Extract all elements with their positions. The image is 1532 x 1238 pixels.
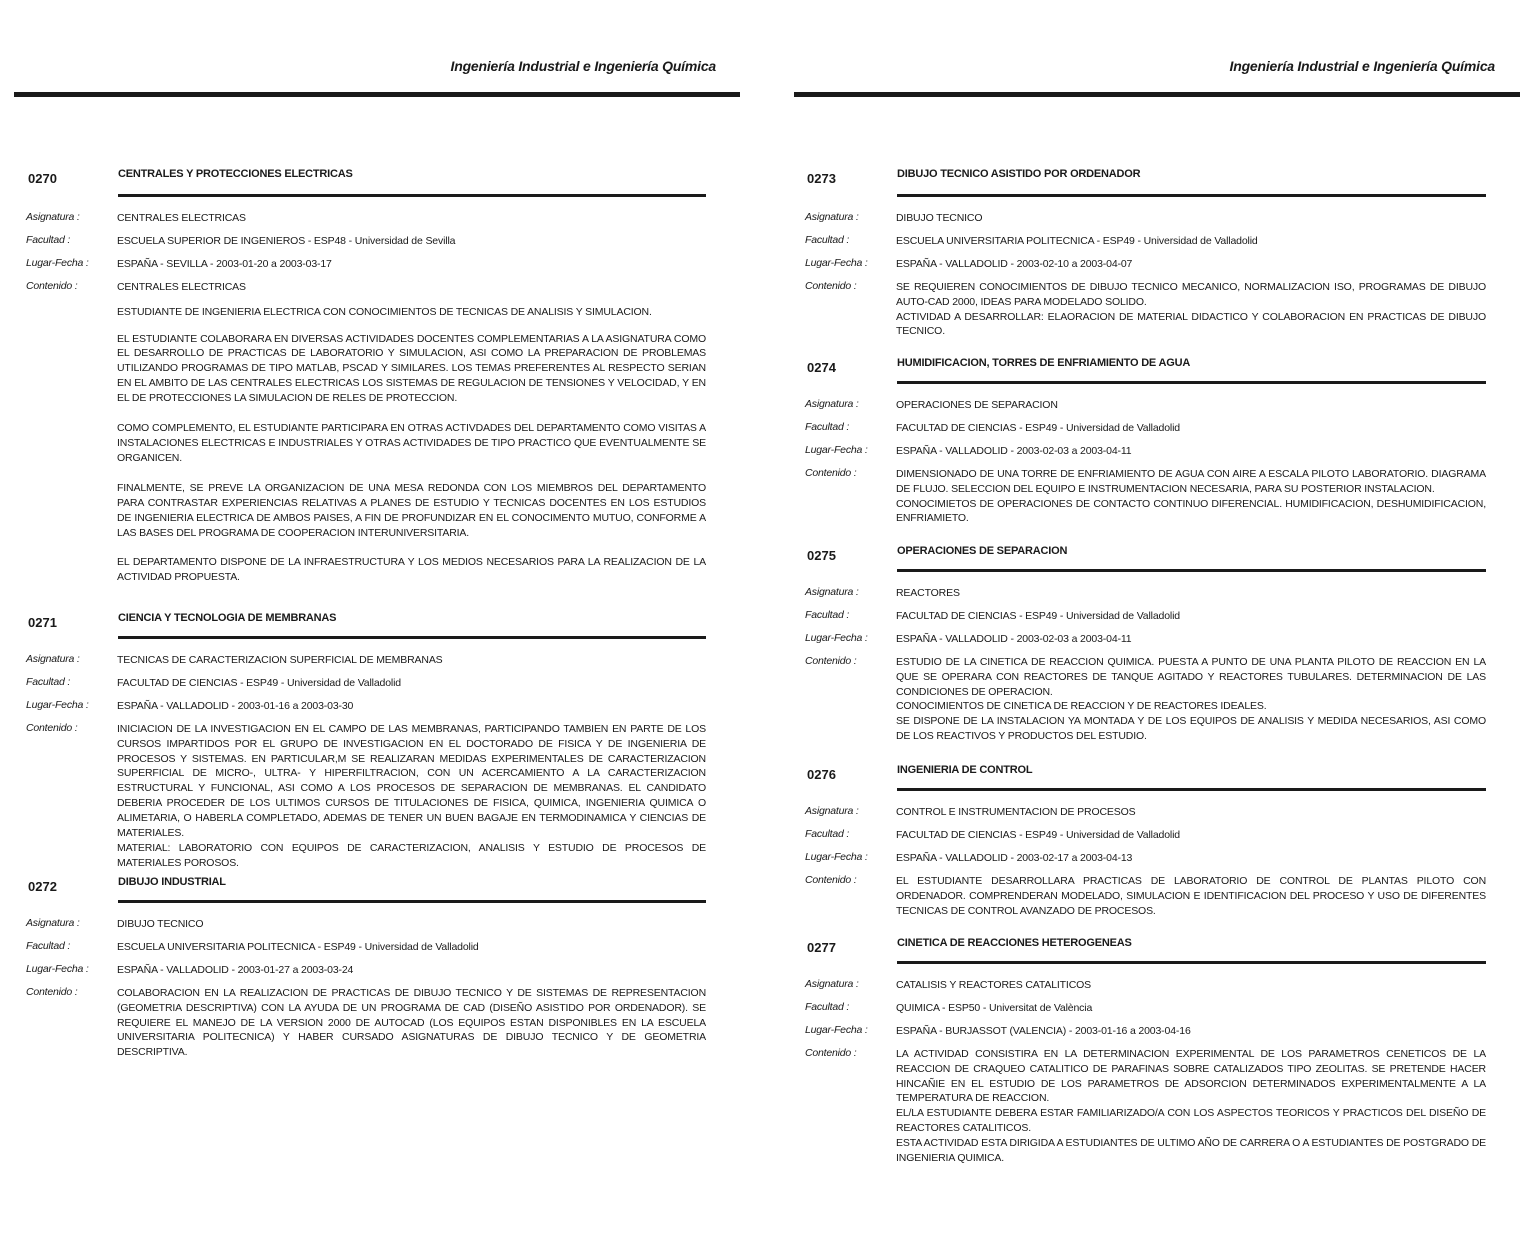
- entry-code: 0275: [807, 548, 836, 563]
- header-rule: [794, 92, 1520, 97]
- entry-code: 0272: [28, 879, 57, 894]
- lugar-fecha-label: Lugar-Fecha :: [805, 256, 868, 269]
- lugar-fecha-value: ESPAÑA - VALLADOLID - 2003-02-17 a 2003-04-13: [896, 851, 1133, 864]
- contenido-line: ESTUDIO DE LA CINETICA DE REACCION QUIMICA. PUESTA A PUNTO DE UNA PLANTA PILOTO DE REACCION EN LA QUE SE OPERARA CON REACTORES DE TANQUE AGITADO Y REACTORES TUBULARES. DETERMINACION DE LAS CONDICIONES DE OPERACION.: [896, 655, 1486, 698]
- facultad-value: FACULTAD DE CIENCIAS - ESP49 - Universidad de Valladolid: [896, 828, 1180, 841]
- lugar-fecha-label: Lugar-Fecha :: [26, 962, 89, 975]
- entry-title: INGENIERIA DE CONTROL: [897, 764, 1033, 776]
- entry-0275: [805, 545, 1486, 752]
- contenido-value: [896, 467, 1486, 527]
- asignatura-label: Asignatura :: [805, 805, 859, 817]
- facultad-value: FACULTAD DE CIENCIAS - ESP49 - Universidad de Valladolid: [117, 676, 401, 689]
- asignatura-value: REACTORES: [896, 587, 960, 599]
- entry-0273: [805, 168, 1486, 347]
- contenido-line: CONOCIMIETOS DE OPERACIONES DE CONTACTO CONTINUO DIFERENCIAL. HUMIDIFICACION, DESHUMIDIFICACION, ENFRIAMIETO.: [896, 497, 1486, 525]
- lugar-fecha-label: Lugar-Fecha :: [26, 256, 89, 269]
- lugar-fecha-label: Lugar-Fecha :: [26, 698, 89, 711]
- entry-title: CENTRALES Y PROTECCIONES ELECTRICAS: [118, 168, 353, 180]
- asignatura-label: Asignatura :: [805, 586, 859, 598]
- contenido-value: [117, 986, 706, 1061]
- asignatura-label: Asignatura :: [805, 978, 859, 990]
- asignatura-label: Asignatura :: [26, 653, 80, 665]
- facultad-label: Facultad :: [805, 608, 850, 621]
- right-page: [766, 0, 1532, 1238]
- entry-title: OPERACIONES DE SEPARACION: [897, 545, 1068, 557]
- contenido-line: EL/LA ESTUDIANTE DEBERA ESTAR FAMILIARIZADO/A CON LOS ASPECTOS TEORICOS Y PRACTICOS DEL DISEÑO DE REACTORES CATALITICOS.: [896, 1107, 1486, 1135]
- contenido-value: [117, 722, 706, 871]
- facultad-label: Facultad :: [805, 233, 850, 246]
- lugar-fecha-value: ESPAÑA - SEVILLA - 2003-01-20 a 2003-03-17: [117, 257, 332, 270]
- contenido-label: Contenido :: [26, 985, 78, 998]
- facultad-value: QUIMICA - ESP50 - Universitat de València: [896, 1001, 1093, 1014]
- entry-rule: [897, 788, 1486, 791]
- lugar-fecha-value: ESPAÑA - VALLADOLID - 2003-02-10 a 2003-04-07: [896, 257, 1133, 270]
- entry-rule: [118, 636, 706, 639]
- asignatura-value: TECNICAS DE CARACTERIZACION SUPERFICIAL DE MEMBRANAS: [117, 654, 443, 666]
- asignatura-label: Asignatura :: [805, 398, 859, 410]
- asignatura-value: CENTRALES ELECTRICAS: [117, 212, 246, 224]
- asignatura-value: OPERACIONES DE SEPARACION: [896, 399, 1058, 411]
- asignatura-value: CATALISIS Y REACTORES CATALITICOS: [896, 979, 1091, 991]
- contenido-line: COLABORACION EN LA REALIZACION DE PRACTICAS DE DIBUJO TECNICO Y DE SISTEMAS DE REPRESENTACION (GEOMETRIA DESCRIPTIVA) CON LA AYUDA DE UN PROGRAMA DE CAD (DISEÑO ASISTIDO POR ORDENADOR). SE REQUIERE EL MANEJO DE LA VERSION 2000 DE AUTOCAD (LOS EQUIPOS ESTAN DISPONIBLES EN LA ESCUELA UNIVERSITARIA POLITECNICA) Y HABER CURSADO ASIGNATURAS DE DIBUJO TECNICO Y DE GEOMETRIA DESCRIPTIVA.: [117, 986, 706, 1059]
- entry-title: CINETICA DE REACCIONES HETEROGENEAS: [897, 937, 1132, 949]
- entry-title: DIBUJO TECNICO ASISTIDO POR ORDENADOR: [897, 168, 1141, 180]
- entry-code: 0277: [807, 940, 836, 955]
- contenido-label: Contenido :: [805, 873, 857, 886]
- page-header: Ingeniería Industrial e Ingeniería Química: [450, 58, 716, 74]
- facultad-label: Facultad :: [805, 827, 850, 840]
- entry-title: DIBUJO INDUSTRIAL: [118, 876, 226, 888]
- facultad-value: ESCUELA SUPERIOR DE INGENIEROS - ESP48 - Universidad de Sevilla: [117, 234, 456, 247]
- facultad-label: Facultad :: [805, 420, 850, 433]
- contenido-value: [896, 874, 1486, 919]
- lugar-fecha-value: ESPAÑA - VALLADOLID - 2003-01-16 a 2003-03-30: [117, 699, 354, 712]
- contenido-line: SE DISPONE DE LA INSTALACION YA MONTADA Y DE LOS EQUIPOS DE ANALISIS Y MEDIDA NECESARIOS, ASI COMO DE LOS REACTIVOS Y PRODUCTOS DEL ESTUDIO.: [896, 715, 1486, 743]
- contenido-line: EL ESTUDIANTE DESARROLLARA PRACTICAS DE LABORATORIO DE CONTROL DE PLANTAS PILOTO CON ORDENADOR. COMPRENDERAN MODELADO, SIMULACION E IDENTIFICACION DEL PROCESO Y USO DE DIFERENTES TECNICAS DE CONTROL AVANZADO DE PROCESOS.: [896, 874, 1486, 917]
- facultad-label: Facultad :: [805, 1000, 850, 1013]
- contenido-paragraph: EL ESTUDIANTE COLABORARA EN DIVERSAS ACTIVIDADES DOCENTES COMPLEMENTARIAS A LA ASIGNATURA COMO EL DESARROLLO DE PRACTICAS DE LABORATORIO Y SIMULACION, ASI COMO LA PREPARACION DE PROBLEMAS UTILIZANDO PROGRAMAS DE TIPO MATLAB, PSCAD Y SIMILARES. LOS TEMAS PREFERENTES AL RESPECTO SERIAN EN EL AMBITO DE LAS CENTRALES ELECTRICAS LOS SISTEMAS DE REGULACION DE TENSIONES Y VELOCIDAD, Y EN EL DE PROTECCIONES LA SIMULACION DE RELES DE PROTECCION.: [117, 332, 706, 405]
- facultad-value: ESCUELA UNIVERSITARIA POLITECNICA - ESP49 - Universidad de Valladolid: [896, 234, 1258, 247]
- contenido-paragraph: EL DEPARTAMENTO DISPONE DE LA INFRAESTRUCTURA Y LOS MEDIOS NECESARIOS PARA LA REALIZACION DE LA ACTIVIDAD PROPUESTA.: [117, 556, 706, 584]
- entry-title: CIENCIA Y TECNOLOGIA DE MEMBRANAS: [118, 612, 337, 624]
- entry-rule: [897, 961, 1486, 964]
- entry-code: 0270: [28, 171, 57, 186]
- entry-code: 0276: [807, 767, 836, 782]
- entry-rule: [897, 381, 1486, 384]
- asignatura-value: DIBUJO TECNICO: [896, 212, 983, 224]
- facultad-label: Facultad :: [26, 233, 71, 246]
- contenido-line: DIMENSIONADO DE UNA TORRE DE ENFRIAMIENTO DE AGUA CON AIRE A ESCALA PILOTO LABORATORIO. DIAGRAMA DE FLUJO. SELECCION DEL EQUIPO E INSTRUMENTACION NECESARIA, PARA SU POSTERIOR INSTALACION.: [896, 467, 1486, 495]
- contenido-label: Contenido :: [26, 279, 78, 292]
- asignatura-label: Asignatura :: [26, 917, 80, 929]
- lugar-fecha-label: Lugar-Fecha :: [805, 631, 868, 644]
- asignatura-label: Asignatura :: [26, 211, 80, 223]
- entry-0271: [26, 612, 706, 879]
- asignatura-label: Asignatura :: [805, 211, 859, 223]
- contenido-label: Contenido :: [805, 654, 857, 667]
- lugar-fecha-value: ESPAÑA - BURJASSOT (VALENCIA) - 2003-01-16 a 2003-04-16: [896, 1024, 1191, 1037]
- facultad-label: Facultad :: [26, 675, 71, 688]
- contenido-label: Contenido :: [26, 721, 78, 734]
- contenido-value: [896, 280, 1486, 340]
- asignatura-value: CONTROL E INSTRUMENTACION DE PROCESOS: [896, 806, 1136, 818]
- contenido-paragraph: FINALMENTE, SE PREVE LA ORGANIZACION DE UNA MESA REDONDA CON LOS MIEMBROS DEL DEPARTAMENTO PARA CONTRASTAR EXPERIENCIAS RELATIVAS A PLANES DE ESTUDIO Y TECNICAS DOCENTES EN LOS ESTUDIOS DE INGENIERIA ELECTRICA DE AMBOS PAISES, A FIN DE PROFUNDIZAR EN EL CONOCIMENTO MUTUO, CONFORME A LAS BASES DEL PROGRAMA DE COOPERACION INTERUNIVERSITARIA.: [117, 481, 706, 539]
- contenido-value: [896, 1047, 1486, 1166]
- facultad-value: FACULTAD DE CIENCIAS - ESP49 - Universidad de Valladolid: [896, 609, 1180, 622]
- entry-title: HUMIDIFICACION, TORRES DE ENFRIAMIENTO DE AGUA: [897, 357, 1191, 369]
- entry-0272: [26, 876, 706, 1068]
- lugar-fecha-value: ESPAÑA - VALLADOLID - 2003-02-03 a 2003-04-11: [896, 444, 1132, 457]
- header-rule: [14, 92, 740, 97]
- contenido-value: CENTRALES ELECTRICAS: [117, 280, 246, 293]
- contenido-label: Contenido :: [805, 279, 857, 292]
- lugar-fecha-label: Lugar-Fecha :: [805, 1023, 868, 1036]
- entry-rule: [118, 194, 706, 197]
- contenido-line: CONOCIMIENTOS DE CINETICA DE REACCION Y DE REACTORES IDEALES.: [896, 700, 1267, 713]
- lugar-fecha-value: ESPAÑA - VALLADOLID - 2003-02-03 a 2003-04-11: [896, 632, 1132, 645]
- entry-0274: [805, 357, 1486, 534]
- contenido-paragraph: ESTUDIANTE DE INGENIERIA ELECTRICA CON CONOCIMIENTOS DE TECNICAS DE ANALISIS Y SIMULACION.: [117, 305, 652, 318]
- entry-0270: [26, 168, 706, 585]
- contenido-value: [896, 655, 1486, 744]
- facultad-value: ESCUELA UNIVERSITARIA POLITECNICA - ESP49 - Universidad de Valladolid: [117, 940, 479, 953]
- entry-rule: [897, 569, 1486, 572]
- contenido-label: Contenido :: [805, 1046, 857, 1059]
- page-header: Ingeniería Industrial e Ingeniería Química: [1229, 58, 1495, 74]
- contenido-line: SE REQUIEREN CONOCIMIENTOS DE DIBUJO TECNICO MECANICO, NORMALIZACION ISO, PROGRAMAS DE DIBUJO AUTO-CAD 2000, IDEAS PARA MODELADO SOLIDO.: [896, 280, 1486, 308]
- entry-code: 0274: [807, 360, 836, 375]
- lugar-fecha-label: Lugar-Fecha :: [805, 443, 868, 456]
- lugar-fecha-label: Lugar-Fecha :: [805, 850, 868, 863]
- entry-0277: [805, 937, 1486, 1174]
- entry-code: 0271: [28, 615, 57, 630]
- contenido-paragraph: COMO COMPLEMENTO, EL ESTUDIANTE PARTICIPARA EN OTRAS ACTIVDADES DEL DEPARTAMENTO COMO VISITAS A INSTALACIONES ELECTRICAS E INDUSTRIALES Y OTRAS ACTIVIDADES DE TIPO PRACTICO QUE EVENTUALMENTE SE ORGANICEN.: [117, 422, 706, 464]
- contenido-line: LA ACTIVIDAD CONSISTIRA EN LA DETERMINACION EXPERIMENTAL DE LOS PARAMETROS CENETICOS DE LA REACCION DE CRAQUEO CATALITICO DE PARAFINAS SOBRE CATALIZADOS TIPO ZEOLITAS. SE PRETENDE HACER HINCAÑIE EN EL ESTUDIO DE LOS PARAMETROS DE ADSORCION DETERMINADOS EXPERIMENTALMENTE A LA TEMPERATURA DE REACCION.: [896, 1047, 1486, 1105]
- facultad-label: Facultad :: [26, 939, 71, 952]
- asignatura-value: DIBUJO TECNICO: [117, 918, 204, 930]
- entry-code: 0273: [807, 171, 836, 186]
- contenido-line: MATERIAL: LABORATORIO CON EQUIPOS DE CARACTERIZACION, ANALISIS Y ESTUDIO DE PROCESOS DE MATERIALES POROSOS.: [117, 841, 706, 869]
- contenido-label: Contenido :: [805, 466, 857, 479]
- entry-rule: [118, 900, 706, 903]
- entry-rule: [897, 194, 1486, 197]
- facultad-value: FACULTAD DE CIENCIAS - ESP49 - Universidad de Valladolid: [896, 421, 1180, 434]
- entry-0276: [805, 764, 1486, 926]
- contenido-line: INICIACION DE LA INVESTIGACION EN EL CAMPO DE LAS MEMBRANAS, PARTICIPANDO TAMBIEN EN PARTE DE LOS CURSOS IMPARTIDOS POR EL GRUPO DE INVESTIGACION EN EL DOCTORADO DE FISICA Y DE INGENIERIA DE PROCESOS Y SISTEMAS. EN PARTICULAR,M SE REALIZARAN MEDIDAS EXPERIMENTALES DE CARACTERIZACION SUPERFICIAL DE MICRO-, ULTRA- Y HIPERFILTRACION, CON UN ACERCAMIENTO A LA CARACTERIZACION ESTRUCTURAL Y FUNCIONAL, ASI COMO A LOS PROCESOS DE SEPARACION DE MEMBRANAS. EL CANDIDATO DEBERIA PROCEDER DE LOS ULTIMOS CURSOS DE TITULACIONES DE FISICA, QUIMICA, INGENIERIA QUIMICA O ALIMETARIA, O HABERLA COMPLETADO, ADEMAS DE TENER UN BUEN BAGAJE EN TERMODINAMICA Y CIENCIAS DE MATERIALES.: [117, 722, 706, 840]
- lugar-fecha-value: ESPAÑA - VALLADOLID - 2003-01-27 a 2003-03-24: [117, 963, 354, 976]
- contenido-line: ACTIVIDAD A DESARROLLAR: ELAORACION DE MATERIAL DIDACTICO Y COLABORACION EN PRACTICAS DE DIBUJO TECNICO.: [896, 310, 1486, 338]
- contenido-line: ESTA ACTIVIDAD ESTA DIRIGIDA A ESTUDIANTES DE ULTIMO AÑO DE CARRERA O A ESTUDIANTES DE POSTGRADO DE INGENIERIA QUIMICA.: [896, 1137, 1486, 1165]
